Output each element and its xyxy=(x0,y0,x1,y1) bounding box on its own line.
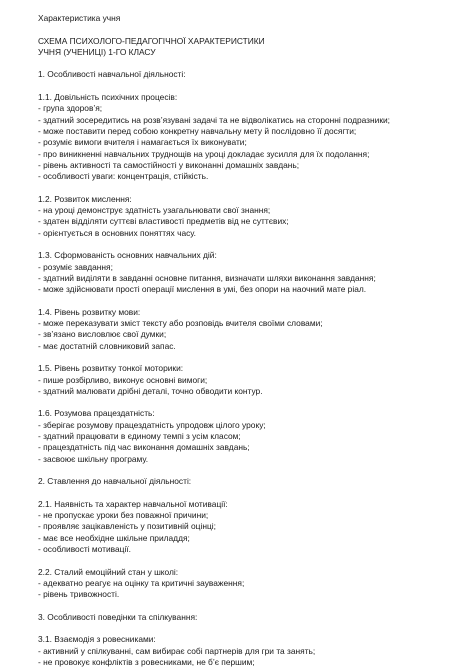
list-item: - особливості мотивації. xyxy=(38,543,131,554)
list-item: - розуміє вимоги вчителя і намагається їх виконувати; xyxy=(38,137,247,148)
list-item: - зберігає розумову працездатність упродовж цілого уроку; xyxy=(38,419,266,430)
section-heading: 2. Ставлення до навчальної діяльності: xyxy=(38,476,192,487)
document-header: Характеристика учня xyxy=(38,13,121,23)
list-item: - здатен відділяти суттєві властивості предметів від не суттєвих; xyxy=(38,216,289,227)
list-item: - адекватно реагує на оцінку та критичні зауваження; xyxy=(38,577,245,588)
section-heading: 3. Особливості поведінки та спілкування: xyxy=(38,611,198,622)
subsection-heading: 3.1. Взаємодія з ровесниками: xyxy=(38,634,156,645)
list-item: - рівень тривожності. xyxy=(38,589,120,600)
list-item: - пише розбірливо, виконує основні вимоги; xyxy=(38,374,208,385)
list-item: - працездатність під час виконання домашніх завдань; xyxy=(38,442,250,453)
list-item: - особливості уваги: концентрація, стійкість. xyxy=(38,171,209,182)
list-item: - може поставити перед собою конкретну навчальну мету й послідовно її досягти; xyxy=(38,125,357,136)
subsection-heading: 1.6. Розумова працездатність: xyxy=(38,408,155,419)
list-item: - має все необхідне шкільне приладдя; xyxy=(38,532,190,543)
subsection-heading: 1.4. Рівень розвитку мови: xyxy=(38,306,141,317)
list-item: - має достатній словниковий запас. xyxy=(38,340,176,351)
subsection-heading: 1.3. Сформованість основних навчальних дій: xyxy=(38,250,217,261)
section-heading: 1. Особливості навчальної діяльності: xyxy=(38,69,186,80)
list-item: - здатний малювати дрібні деталі, точно обводити контур. xyxy=(38,385,263,396)
subsection-heading: 2.1. Наявність та характер навчальної мотивації: xyxy=(38,498,228,509)
list-item: - засвоює шкільну програму. xyxy=(38,453,149,464)
subsection-heading: 1.2. Розвиток мислення: xyxy=(38,193,132,204)
list-item: - група здоров’я; xyxy=(38,103,103,114)
list-item: - здатний виділяти в завданні основне питання, визначати шляхи виконання завдання; xyxy=(38,272,376,283)
list-item: - про виникненні навчальних труднощів на уроці докладає зусилля для їх подолання; xyxy=(38,148,370,159)
subsection-heading: 2.2. Сталий емоційний стан у школі: xyxy=(38,566,179,577)
list-item: - здатний працювати в єдиному темпі з усім класом; xyxy=(38,430,241,441)
list-item: - може переказувати зміст тексту або розповідь вчителя своїми словами; xyxy=(38,318,323,329)
list-item: - орієнтується в основних поняттях часу. xyxy=(38,227,196,238)
list-item: - на уроці демонструє здатність узагальнювати свої знання; xyxy=(38,205,271,216)
list-item: - зв’язано висловлює свої думки; xyxy=(38,329,167,340)
list-item: - активний у спілкуванні, сам вибирає собі партнерів для гри та занять; xyxy=(38,645,316,656)
list-item: - рівень активності та самостійності у виконанні домашніх завдань; xyxy=(38,159,300,170)
list-item: - розуміє завдання; xyxy=(38,261,113,272)
list-item: - здатний зосередитись на розв’язувані задачі та не відволікатись на сторонні подразники; xyxy=(38,114,390,125)
document-title-line-2: УЧНЯ (УЧЕНИЦІ) 1-ГО КЛАСУ xyxy=(38,46,156,57)
document-title-line-1: СХЕМА ПСИХОЛОГО-ПЕДАГОГІЧНОЇ ХАРАКТЕРИСТИКИ xyxy=(38,35,265,46)
list-item: - може здійснювати прості операції мислення в умі, без опори на наочний мате ріал. xyxy=(38,284,367,295)
list-item: - проявляє зацікавленість у позитивній оцінці; xyxy=(38,521,216,532)
list-item: - не пропускає уроки без поважної причини; xyxy=(38,510,209,521)
subsection-heading: 1.1. Довільність психічних процесів: xyxy=(38,92,178,103)
subsection-heading: 1.5. Рівень розвитку тонкої моторики: xyxy=(38,363,184,374)
list-item: - не провокує конфліктів з ровесниками, не б’є першим; xyxy=(38,656,255,667)
